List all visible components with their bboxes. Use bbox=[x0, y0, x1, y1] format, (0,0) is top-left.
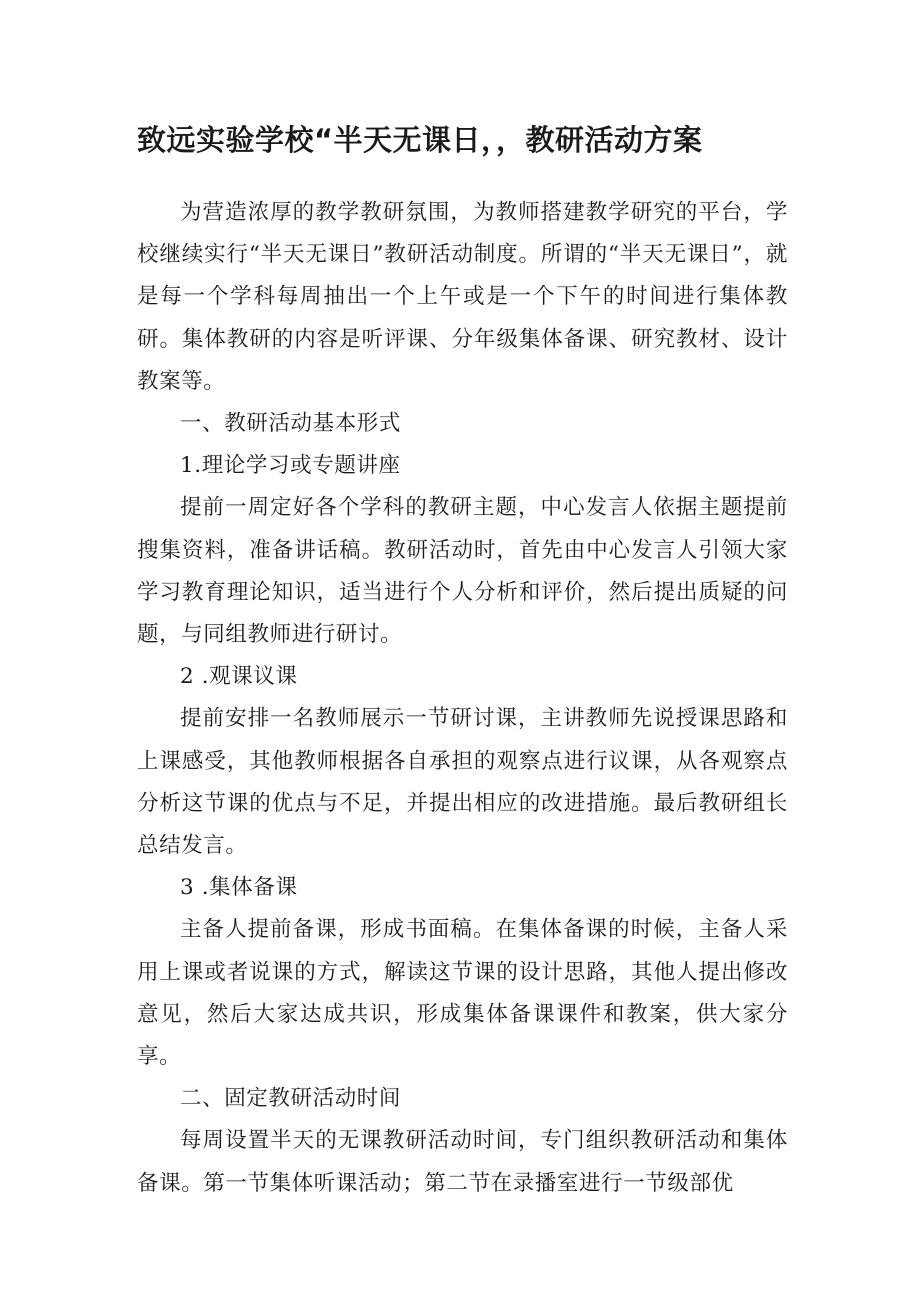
body-paragraph: 提前一周定好各个学科的教研主题，中心发言人依据主题提前搜集资料，准备讲话稿。教研活动时，首先由中心发言人引领大家学习教育理论知识，适当进行个人分析和评价，然后提出质疑的问题，与同组教师进行研讨。 bbox=[137, 495, 788, 648]
body-paragraph: 主备人提前备课，形成书面稿。在集体备课的时候，主备人采用上课或者说课的方式，解读这节课的设计思路，其他人提出修改意见，然后大家达成共识，形成集体备课课件和教案，供大家分享。 bbox=[137, 917, 788, 1070]
intro-paragraph: 为营造浓厚的教学教研氛围，为教师搭建教学研究的平台，学校继续实行“半天无课日”教研活动制度。所谓的“半天无课日”，就是每一个学科每周抽出一个上午或是一个下午的时间进行集体教研。集体教研的内容是听评课、分年级集体备课、研究教材、设计教案等。 bbox=[137, 200, 788, 394]
body-paragraph: 提前安排一名教师展示一节研讨课，主讲教师先说授课思路和上课感受，其他教师根据各自承担的观察点进行议课，从各观察点分析这节课的优点与不足，并提出相应的改进措施。最后教研组长总结发言。 bbox=[137, 706, 788, 859]
subheading-3: 3 .集体备课 bbox=[180, 875, 298, 901]
subheading-1: 1.理论学习或专题讲座 bbox=[180, 453, 401, 479]
subheading-2: 2 .观课议课 bbox=[180, 664, 298, 690]
section-heading-2: 二、固定教研活动时间 bbox=[180, 1086, 402, 1112]
body-paragraph: 每周设置半天的无课教研活动时间，专门组织教研活动和集体备课。第一节集体听课活动；第二节在录播室进行一节级部优 bbox=[137, 1128, 788, 1196]
section-heading-1: 一、教研活动基本形式 bbox=[180, 411, 402, 437]
document-body bbox=[137, 192, 788, 1205]
document-title: 致远实验学校“半天无课日，，教研活动方案 bbox=[137, 123, 703, 157]
